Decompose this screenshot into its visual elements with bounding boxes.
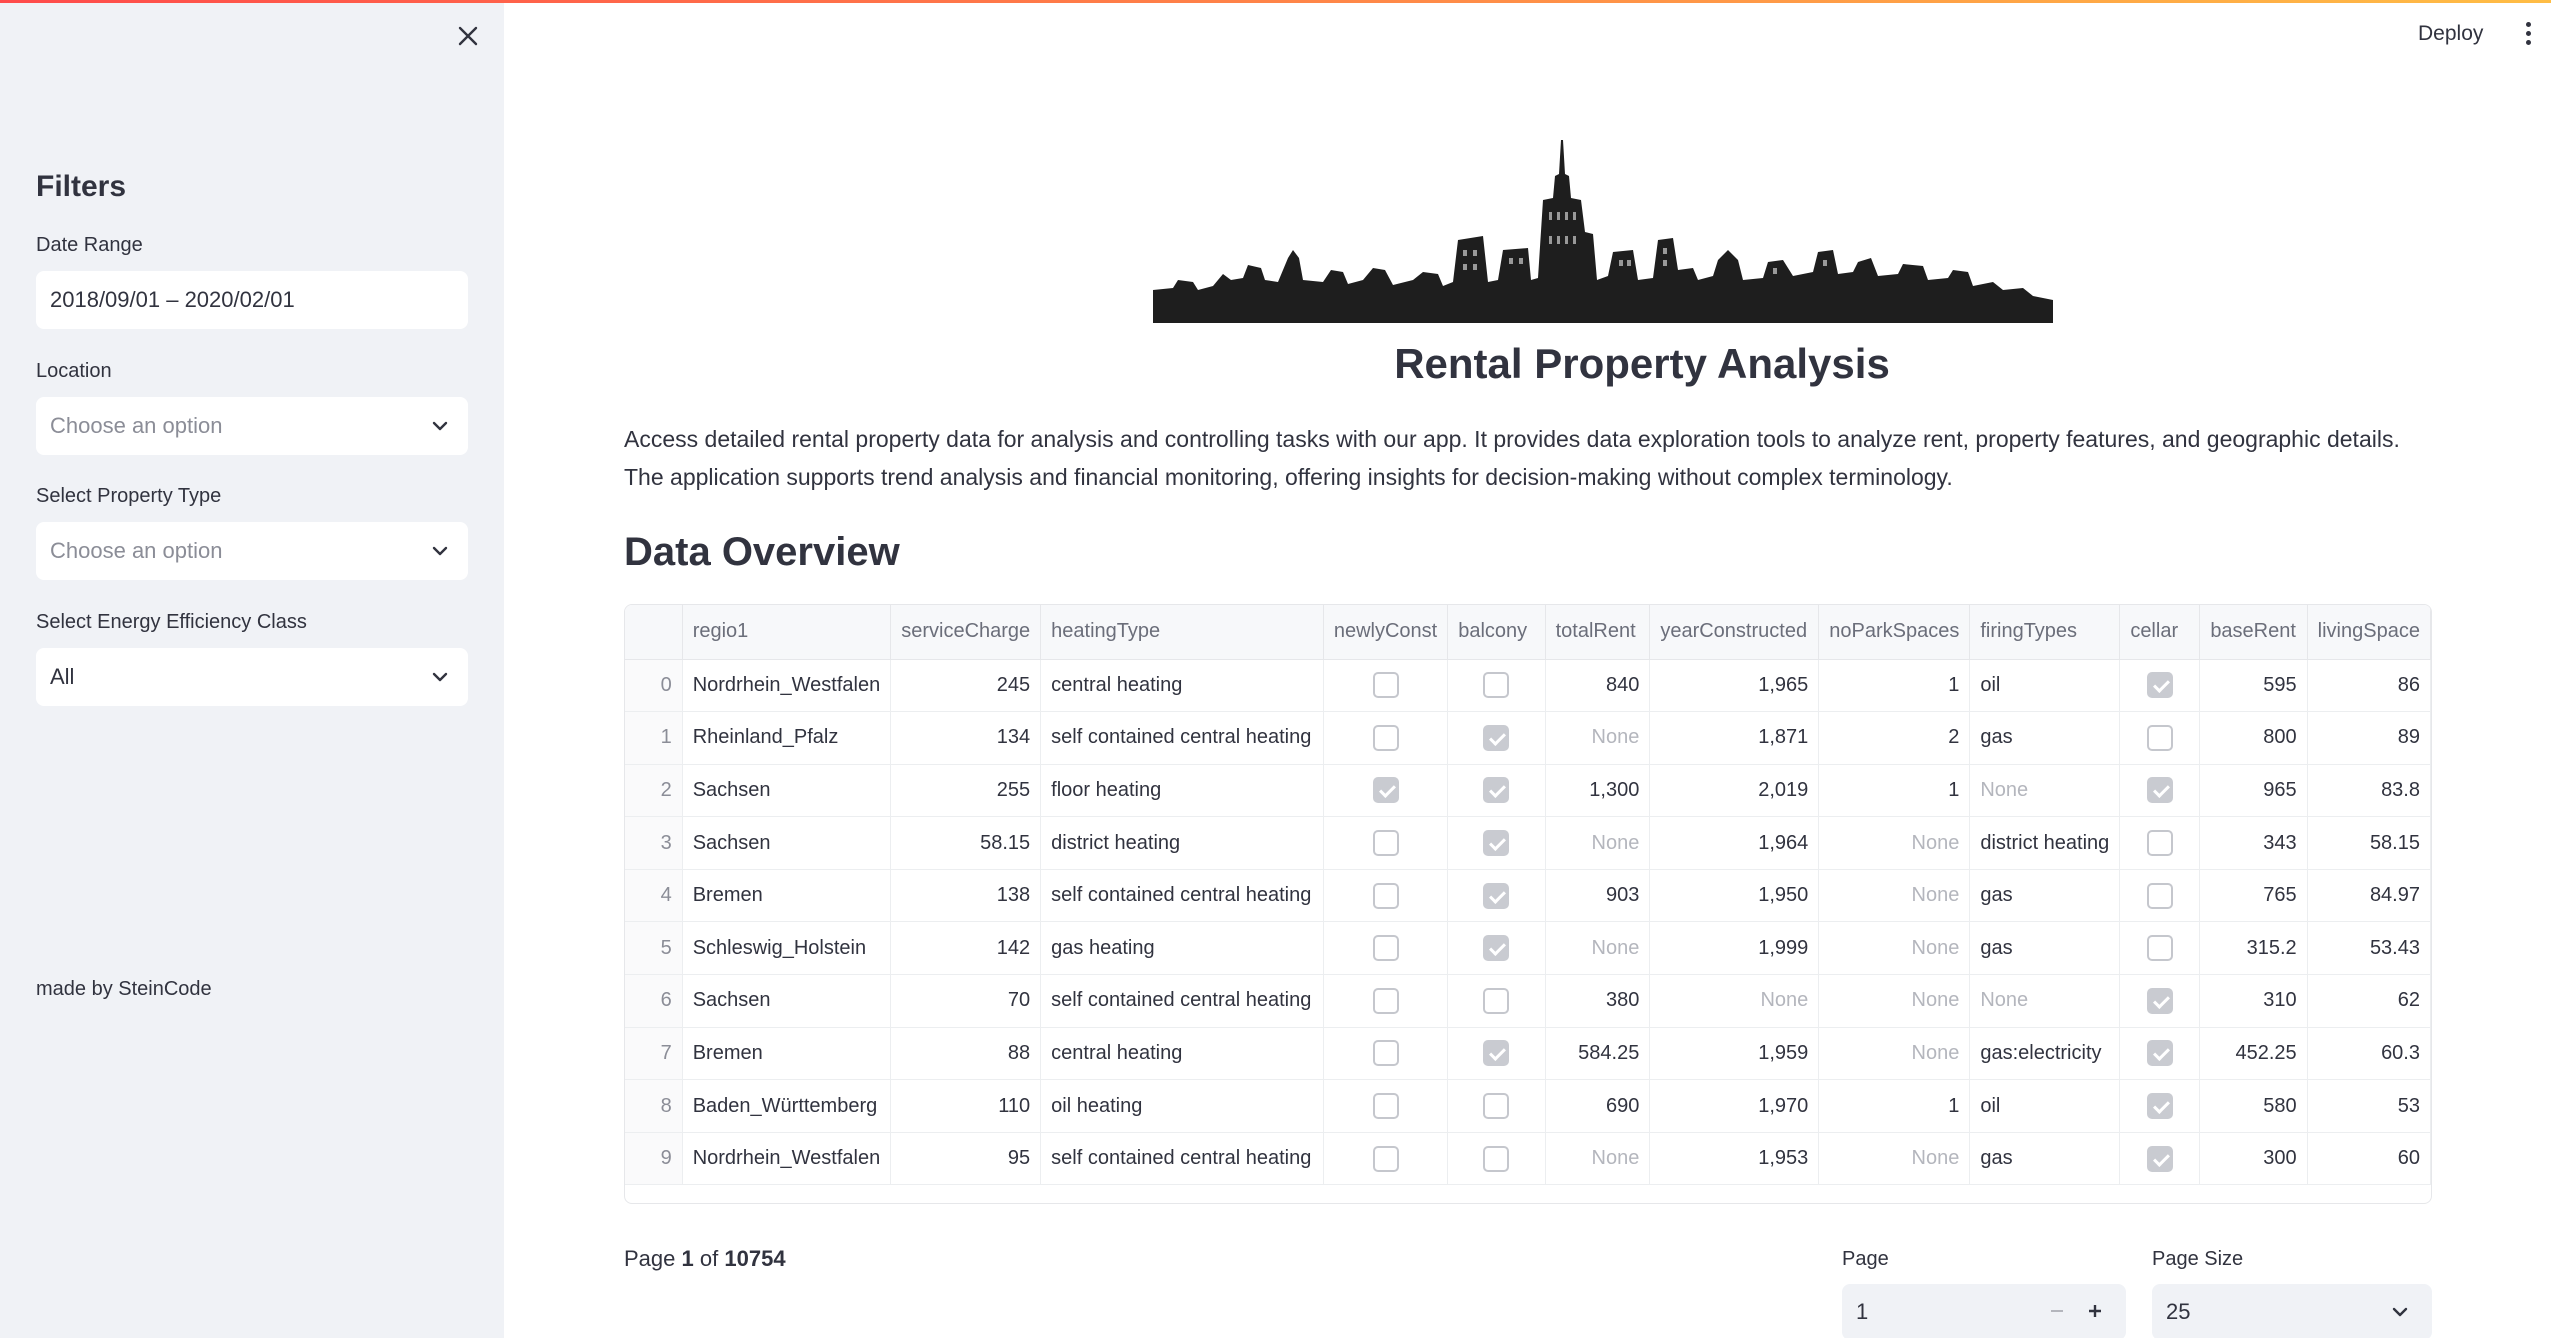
cell-heatingType[interactable]: self contained central heating	[1041, 869, 1324, 922]
cell-balcony[interactable]	[1448, 869, 1545, 922]
cell-firingTypes[interactable]: gas	[1970, 1132, 2120, 1185]
cell-heatingType[interactable]: floor heating	[1041, 764, 1324, 817]
row-index[interactable]: 3	[625, 817, 682, 870]
cell-totalRent[interactable]: 903	[1545, 869, 1650, 922]
cell-cellar[interactable]	[2120, 1132, 2200, 1185]
cell-totalRent[interactable]: None	[1545, 817, 1650, 870]
table-row[interactable]	[625, 869, 2431, 922]
cell-livingSpace[interactable]: 89	[2307, 712, 2430, 765]
checkbox	[1483, 777, 1509, 803]
location-placeholder: Choose an option	[50, 413, 223, 438]
row-index[interactable]: 9	[625, 1132, 682, 1185]
cell-baseRent[interactable]: 310	[2200, 975, 2307, 1028]
checkbox	[2147, 672, 2173, 698]
location-label: Location	[36, 360, 112, 382]
credit-text: made by SteinCode	[36, 978, 212, 1000]
of-word: of	[699, 1246, 719, 1271]
checkbox	[1483, 988, 1509, 1014]
page-indicator	[624, 1246, 786, 1272]
cell-newlyConst[interactable]	[1323, 1080, 1447, 1133]
row-index[interactable]: 1	[625, 712, 682, 765]
cell-cellar[interactable]	[2120, 1080, 2200, 1133]
checkbox	[1373, 1040, 1399, 1066]
current-page-number: 1	[681, 1246, 694, 1271]
checkbox	[2147, 830, 2173, 856]
column-header-totalRent[interactable]: totalRent	[1545, 605, 1650, 659]
cell-serviceCharge[interactable]: 110	[891, 1080, 1041, 1133]
column-header-balcony[interactable]: balcony	[1448, 605, 1545, 659]
cell-yearConstructed[interactable]: 1,964	[1650, 817, 1819, 870]
energy-class-select[interactable]	[36, 648, 468, 706]
checkbox	[2147, 725, 2173, 751]
date-range-field	[36, 234, 468, 329]
cell-serviceCharge[interactable]: 70	[891, 975, 1041, 1028]
cell-baseRent[interactable]: 300	[2200, 1132, 2307, 1185]
column-header-serviceCharge[interactable]: serviceCharge	[891, 605, 1041, 659]
cell-balcony[interactable]	[1448, 712, 1545, 765]
page-word: Page	[624, 1246, 676, 1271]
property-type-select[interactable]	[36, 522, 468, 580]
column-header-cellar[interactable]: cellar	[2120, 605, 2200, 659]
cell-regio1[interactable]: Nordrhein_Westfalen	[682, 1132, 891, 1185]
checkbox	[2147, 777, 2173, 803]
cell-cellar[interactable]	[2120, 712, 2200, 765]
cell-firingTypes[interactable]: gas	[1970, 712, 2120, 765]
page-size-value: 25	[2166, 1299, 2191, 1324]
checkbox	[1483, 725, 1509, 751]
cell-regio1[interactable]: Sachsen	[682, 975, 891, 1028]
cell-yearConstructed[interactable]: 1,970	[1650, 1080, 1819, 1133]
date-range-input[interactable]: 2018/09/01 – 2020/02/01	[36, 271, 468, 329]
cell-yearConstructed[interactable]: None	[1650, 975, 1819, 1028]
energy-class-label: Select Energy Efficiency Class	[36, 611, 307, 633]
cell-totalRent[interactable]: None	[1545, 1132, 1650, 1185]
kebab-menu-icon	[2526, 31, 2531, 36]
chevron-down-icon	[430, 667, 450, 687]
checkbox	[1483, 1146, 1509, 1172]
property-type-placeholder: Choose an option	[50, 538, 223, 563]
cell-noParkSpaces[interactable]: 1	[1819, 1080, 1970, 1133]
cell-balcony[interactable]	[1448, 764, 1545, 817]
cell-heatingType[interactable]: self contained central heating	[1041, 712, 1324, 765]
cell-firingTypes[interactable]: None	[1970, 764, 2120, 817]
location-select[interactable]	[36, 397, 468, 455]
cell-noParkSpaces[interactable]: None	[1819, 817, 1970, 870]
checkbox	[1483, 830, 1509, 856]
cell-firingTypes[interactable]: None	[1970, 975, 2120, 1028]
cell-regio1[interactable]: Bremen	[682, 1027, 891, 1080]
deploy-button[interactable]: Deploy	[2418, 22, 2484, 45]
cell-livingSpace[interactable]: 62	[2307, 975, 2430, 1028]
cell-baseRent[interactable]: 965	[2200, 764, 2307, 817]
cell-totalRent[interactable]: 840	[1545, 659, 1650, 712]
cell-balcony[interactable]	[1448, 1080, 1545, 1133]
checkbox	[1373, 725, 1399, 751]
cell-totalRent[interactable]: None	[1545, 922, 1650, 975]
cell-noParkSpaces[interactable]: 1	[1819, 659, 1970, 712]
cell-newlyConst[interactable]	[1323, 869, 1447, 922]
checkbox	[2147, 935, 2173, 961]
cell-noParkSpaces[interactable]: 2	[1819, 712, 1970, 765]
cell-heatingType[interactable]: central heating	[1041, 1027, 1324, 1080]
cell-serviceCharge[interactable]: 245	[891, 659, 1041, 712]
cell-heatingType[interactable]: central heating	[1041, 659, 1324, 712]
cell-livingSpace[interactable]: 60.3	[2307, 1027, 2430, 1080]
table-row[interactable]	[625, 922, 2431, 975]
column-header-livingSpace[interactable]: livingSpace	[2307, 605, 2430, 659]
column-header-newlyConst[interactable]: newlyConst	[1323, 605, 1447, 659]
column-header-heatingType[interactable]: heatingType	[1041, 605, 1324, 659]
date-range-label: Date Range	[36, 234, 143, 256]
location-field	[36, 360, 468, 455]
checkbox	[1483, 672, 1509, 698]
cell-noParkSpaces[interactable]: None	[1819, 869, 1970, 922]
cell-livingSpace[interactable]: 84.97	[2307, 869, 2430, 922]
cell-cellar[interactable]	[2120, 764, 2200, 817]
cell-firingTypes[interactable]: oil	[1970, 1080, 2120, 1133]
cell-firingTypes[interactable]: oil	[1970, 659, 2120, 712]
cell-baseRent[interactable]: 595	[2200, 659, 2307, 712]
cell-newlyConst[interactable]	[1323, 712, 1447, 765]
decrement-page-button[interactable]	[2042, 1296, 2072, 1326]
cell-newlyConst[interactable]	[1323, 975, 1447, 1028]
cell-noParkSpaces[interactable]: None	[1819, 975, 1970, 1028]
column-header-firingTypes[interactable]: firingTypes	[1970, 605, 2120, 659]
cell-yearConstructed[interactable]: 1,999	[1650, 922, 1819, 975]
cell-yearConstructed[interactable]: 2,019	[1650, 764, 1819, 817]
cell-serviceCharge[interactable]: 138	[891, 869, 1041, 922]
checkbox	[1373, 777, 1399, 803]
table-row[interactable]	[625, 712, 2431, 765]
close-sidebar-button[interactable]	[452, 20, 484, 52]
cell-balcony[interactable]	[1448, 975, 1545, 1028]
chevron-down-icon	[430, 541, 450, 561]
checkbox	[1373, 830, 1399, 856]
checkbox	[2147, 988, 2173, 1014]
checkbox	[1373, 935, 1399, 961]
cell-newlyConst[interactable]	[1323, 1132, 1447, 1185]
cell-cellar[interactable]	[2120, 817, 2200, 870]
cell-cellar[interactable]	[2120, 922, 2200, 975]
plus-icon	[2087, 1303, 2103, 1319]
cell-heatingType[interactable]: self contained central heating	[1041, 975, 1324, 1028]
column-header-regio1[interactable]: regio1	[682, 605, 891, 659]
cell-regio1[interactable]: Sachsen	[682, 764, 891, 817]
main-menu-button[interactable]	[2520, 18, 2536, 48]
page-size-select[interactable]	[2152, 1284, 2432, 1338]
row-index[interactable]: 0	[625, 659, 682, 712]
cell-livingSpace[interactable]: 53	[2307, 1080, 2430, 1133]
cell-serviceCharge[interactable]: 88	[891, 1027, 1041, 1080]
cell-firingTypes[interactable]: gas	[1970, 922, 2120, 975]
page-number-input[interactable]	[1842, 1284, 2126, 1338]
cell-yearConstructed[interactable]: 1,871	[1650, 712, 1819, 765]
city-skyline-image	[1153, 140, 2053, 323]
column-header-index[interactable]	[625, 605, 682, 659]
energy-class-value: All	[50, 664, 75, 689]
data-overview-heading: Data Overview	[624, 530, 900, 574]
row-index[interactable]: 5	[625, 922, 682, 975]
cell-balcony[interactable]	[1448, 1027, 1545, 1080]
energy-class-field	[36, 611, 468, 706]
checkbox	[1483, 935, 1509, 961]
checkbox	[1373, 1146, 1399, 1172]
cell-baseRent[interactable]: 765	[2200, 869, 2307, 922]
minus-icon	[2049, 1303, 2065, 1319]
cell-serviceCharge[interactable]: 142	[891, 922, 1041, 975]
chevron-down-icon	[430, 416, 450, 436]
cell-balcony[interactable]	[1448, 1132, 1545, 1185]
cell-regio1[interactable]: Schleswig_Holstein	[682, 922, 891, 975]
cell-heatingType[interactable]: oil heating	[1041, 1080, 1324, 1133]
filters-heading: Filters	[36, 170, 127, 203]
row-index[interactable]: 8	[625, 1080, 682, 1133]
cell-firingTypes[interactable]: gas	[1970, 869, 2120, 922]
page-label: Page	[1842, 1248, 1889, 1270]
cell-baseRent[interactable]: 343	[2200, 817, 2307, 870]
cell-totalRent[interactable]: 584.25	[1545, 1027, 1650, 1080]
sidebar	[0, 0, 504, 1338]
cell-livingSpace[interactable]: 60	[2307, 1132, 2430, 1185]
cell-firingTypes[interactable]: gas:electricity	[1970, 1027, 2120, 1080]
cell-yearConstructed[interactable]: 1,953	[1650, 1132, 1819, 1185]
cell-serviceCharge[interactable]: 255	[891, 764, 1041, 817]
cell-cellar[interactable]	[2120, 975, 2200, 1028]
cell-totalRent[interactable]: 380	[1545, 975, 1650, 1028]
page-description: Access detailed rental property data for analysis and controlling tasks with our app. It provides data exploration tools to analyze rent, property features, and geographic details. The application supports trend analysis and financial monitoring, offering insights for decision-making without complex terminology.	[624, 426, 2400, 490]
table-row[interactable]	[625, 659, 2431, 712]
property-type-field	[36, 485, 468, 580]
row-index[interactable]: 6	[625, 975, 682, 1028]
total-pages-number: 10754	[724, 1246, 786, 1271]
checkbox	[2147, 1093, 2173, 1119]
cell-regio1[interactable]: Baden_Württemberg	[682, 1080, 891, 1133]
cell-cellar[interactable]	[2120, 1027, 2200, 1080]
page-title: Rental Property Analysis	[1394, 340, 1890, 387]
cell-totalRent[interactable]: None	[1545, 712, 1650, 765]
checkbox	[1483, 883, 1509, 909]
cell-regio1[interactable]: Sachsen	[682, 817, 891, 870]
table-row[interactable]	[625, 1080, 2431, 1133]
property-type-label: Select Property Type	[36, 485, 222, 507]
row-index[interactable]: 2	[625, 764, 682, 817]
cell-newlyConst[interactable]	[1323, 922, 1447, 975]
column-header-yearConstructed[interactable]: yearConstructed	[1650, 605, 1819, 659]
checkbox	[1373, 883, 1399, 909]
cell-livingSpace[interactable]: 58.15	[2307, 817, 2430, 870]
page-number-value: 1	[1856, 1299, 1869, 1324]
cell-heatingType[interactable]: gas heating	[1041, 922, 1324, 975]
kebab-menu-icon	[2526, 22, 2531, 27]
cell-balcony[interactable]	[1448, 922, 1545, 975]
column-header-baseRent[interactable]: baseRent	[2200, 605, 2307, 659]
cell-newlyConst[interactable]	[1323, 764, 1447, 817]
checkbox	[1373, 672, 1399, 698]
cell-regio1[interactable]: Bremen	[682, 869, 891, 922]
cell-noParkSpaces[interactable]: 1	[1819, 764, 1970, 817]
checkbox	[1483, 1093, 1509, 1119]
data-table[interactable]	[624, 604, 2432, 1204]
table-row[interactable]	[625, 817, 2431, 870]
column-header-noParkSpaces[interactable]: noParkSpaces	[1819, 605, 1970, 659]
cell-livingSpace[interactable]: 53.43	[2307, 922, 2430, 975]
cell-baseRent[interactable]: 580	[2200, 1080, 2307, 1133]
table-row[interactable]	[625, 975, 2431, 1028]
cell-serviceCharge[interactable]: 134	[891, 712, 1041, 765]
cell-yearConstructed[interactable]: 1,959	[1650, 1027, 1819, 1080]
cell-serviceCharge[interactable]: 58.15	[891, 817, 1041, 870]
cell-noParkSpaces[interactable]: None	[1819, 1132, 1970, 1185]
cell-firingTypes[interactable]: district heating	[1970, 817, 2120, 870]
cell-totalRent[interactable]: 690	[1545, 1080, 1650, 1133]
cell-livingSpace[interactable]: 83.8	[2307, 764, 2430, 817]
cell-newlyConst[interactable]	[1323, 817, 1447, 870]
kebab-menu-icon	[2526, 40, 2531, 45]
top-decoration-stripe	[0, 0, 2551, 3]
cell-livingSpace[interactable]: 86	[2307, 659, 2430, 712]
cell-newlyConst[interactable]	[1323, 1027, 1447, 1080]
data-table-body	[625, 605, 2431, 1185]
cell-balcony[interactable]	[1448, 817, 1545, 870]
cell-baseRent[interactable]: 315.2	[2200, 922, 2307, 975]
checkbox	[1373, 988, 1399, 1014]
cell-cellar[interactable]	[2120, 869, 2200, 922]
cell-cellar[interactable]	[2120, 659, 2200, 712]
table-row[interactable]	[625, 1027, 2431, 1080]
cell-yearConstructed[interactable]: 1,950	[1650, 869, 1819, 922]
table-row[interactable]	[625, 1132, 2431, 1185]
checkbox	[2147, 1040, 2173, 1066]
cell-regio1[interactable]: Rheinland_Pfalz	[682, 712, 891, 765]
cell-heatingType[interactable]: district heating	[1041, 817, 1324, 870]
chevron-down-icon	[2390, 1302, 2410, 1322]
cell-regio1[interactable]: Nordrhein_Westfalen	[682, 659, 891, 712]
cell-balcony[interactable]	[1448, 659, 1545, 712]
checkbox	[2147, 883, 2173, 909]
row-index[interactable]: 4	[625, 869, 682, 922]
table-row[interactable]	[625, 764, 2431, 817]
table-header-row	[625, 605, 2431, 659]
cell-yearConstructed[interactable]: 1,965	[1650, 659, 1819, 712]
close-icon	[457, 25, 479, 47]
cell-baseRent[interactable]: 800	[2200, 712, 2307, 765]
page-size-label: Page Size	[2152, 1248, 2244, 1270]
cell-noParkSpaces[interactable]: None	[1819, 922, 1970, 975]
checkbox	[1483, 1040, 1509, 1066]
cell-totalRent[interactable]: 1,300	[1545, 764, 1650, 817]
cell-noParkSpaces[interactable]: None	[1819, 1027, 1970, 1080]
increment-page-button[interactable]	[2080, 1296, 2110, 1326]
cell-baseRent[interactable]: 452.25	[2200, 1027, 2307, 1080]
checkbox	[2147, 1146, 2173, 1172]
checkbox	[1373, 1093, 1399, 1119]
cell-serviceCharge[interactable]: 95	[891, 1132, 1041, 1185]
cell-newlyConst[interactable]	[1323, 659, 1447, 712]
row-index[interactable]: 7	[625, 1027, 682, 1080]
cell-heatingType[interactable]: self contained central heating	[1041, 1132, 1324, 1185]
